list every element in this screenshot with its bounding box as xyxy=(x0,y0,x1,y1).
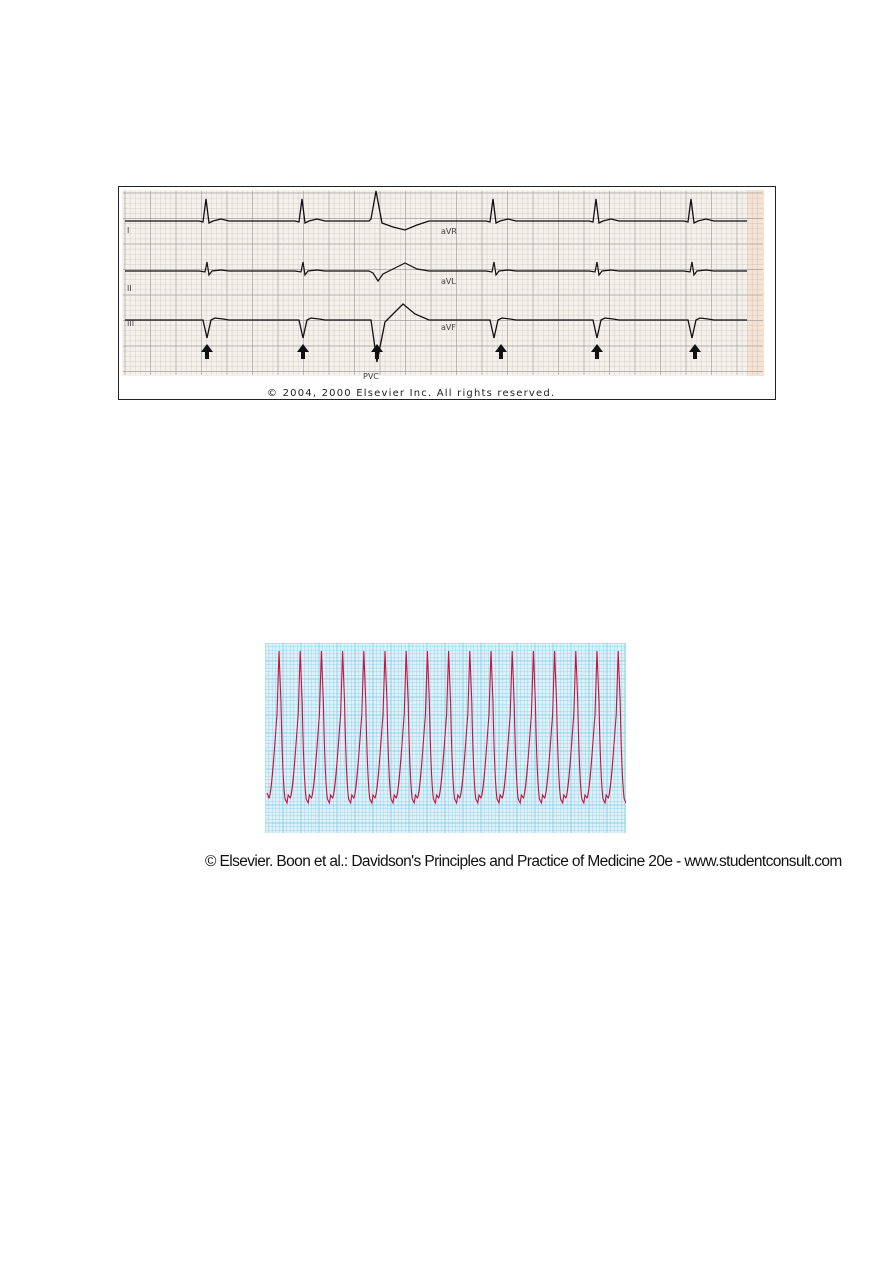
ecg-figure-vt xyxy=(265,643,626,833)
row-label-ii: II xyxy=(127,284,132,293)
ecg-strip-pvc xyxy=(119,187,775,399)
figure2-caption: © Elsevier. Boon et al.: Davidson's Principles and Practice of Medicine 20e - www.studentconsult.com xyxy=(205,853,842,870)
lead-label-avr: aVR xyxy=(441,227,457,236)
figure1-copyright: © 2004, 2000 Elsevier Inc. All rights reserved. xyxy=(267,388,556,399)
pvc-label: PVC xyxy=(363,372,379,381)
row-label-iii: III xyxy=(127,319,135,328)
ecg-strip-vt xyxy=(265,643,626,833)
lead-label-avf: aVF xyxy=(441,323,456,332)
row-label-i: I xyxy=(127,226,130,235)
ecg-figure-pvc xyxy=(118,186,776,400)
lead-label-avl: aVL xyxy=(441,277,456,286)
